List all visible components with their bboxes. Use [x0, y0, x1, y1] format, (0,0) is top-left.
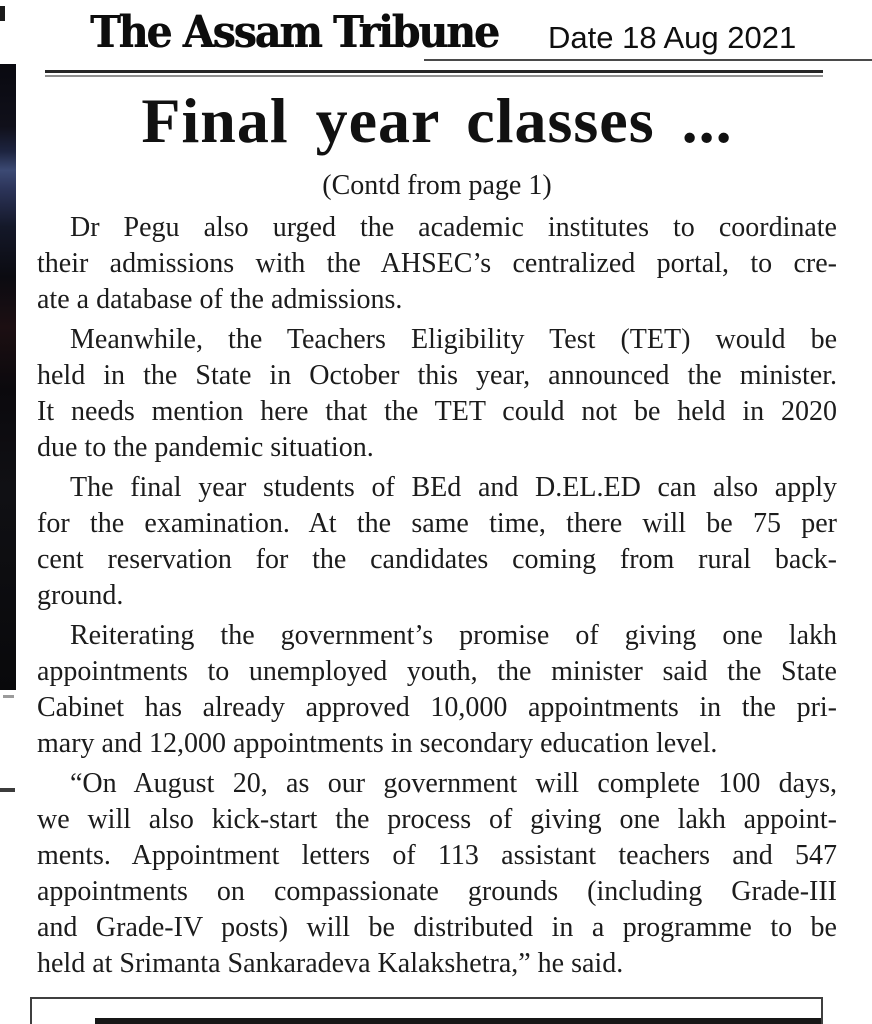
article-line: The final year students of BEd and D.EL.ED can also apply [70, 472, 837, 503]
article-line: Reiterating the government’s promise of giving one lakh [70, 620, 837, 651]
article-line: ate a database of the admissions. [37, 284, 403, 315]
article-line: for the examination. At the same time, there will be 75 per [37, 508, 837, 539]
article-line: due to the pandemic situation. [37, 432, 374, 463]
masthead-divider-rule [45, 70, 823, 73]
article-paragraph [37, 322, 837, 466]
date-label: Date 18 Aug 2021 [548, 20, 797, 55]
article-line: held in the State in October this year, announced the minister. [37, 360, 837, 391]
article-body [37, 210, 837, 986]
article-line: “On August 20, as our government will complete 100 days, [70, 768, 837, 799]
scan-artifact-dash [0, 788, 15, 792]
masthead-divider-rule-shadow [45, 75, 823, 77]
next-article-box [30, 997, 823, 1024]
article-line: held at Srimanta Sankaradeva Kalakshetra,” he said. [37, 948, 624, 979]
article-line: their admissions with the AHSEC’s centralized portal, to cre- [37, 248, 837, 279]
article-line: appointments to unemployed youth, the minister said the State [37, 656, 837, 687]
article-line: It needs mention here that the TET could not be held in 2020 [37, 396, 837, 427]
masthead-logo: The Assam Tribune [90, 6, 498, 58]
article-line: we will also kick-start the process of giving one lakh appoint- [37, 804, 837, 835]
article-line: and Grade-IV posts) will be distributed in a programme to be [37, 912, 837, 943]
photo-edge-strip [0, 64, 16, 690]
article-line: cent reservation for the candidates coming from rural back- [37, 544, 837, 575]
article-line: Cabinet has already approved 10,000 appointments in the pri- [37, 692, 837, 723]
article-paragraph [37, 470, 837, 614]
article-paragraph [37, 210, 837, 318]
article-headline: Final year classes ... [141, 85, 733, 156]
article-line: appointments on compassionate grounds (including Grade-III [37, 876, 837, 907]
article-line: Dr Pegu also urged the academic institutes to coordinate [70, 212, 837, 243]
article-line: mary and 12,000 appointments in secondary education level. [37, 728, 718, 759]
article-paragraph [37, 618, 837, 762]
continuation-note: (Contd from page 1) [322, 170, 552, 201]
scan-artifact-mark [3, 695, 14, 698]
next-article-headline-rule [95, 1018, 821, 1024]
article-line: Meanwhile, the Teachers Eligibility Test (TET) would be [70, 324, 837, 355]
article-paragraph [37, 766, 837, 982]
article-line: ground. [37, 580, 124, 611]
article-line: ments. Appointment letters of 113 assistant teachers and 547 [37, 840, 837, 871]
scan-artifact-speck [0, 6, 5, 21]
date-underline-rule [424, 59, 872, 61]
